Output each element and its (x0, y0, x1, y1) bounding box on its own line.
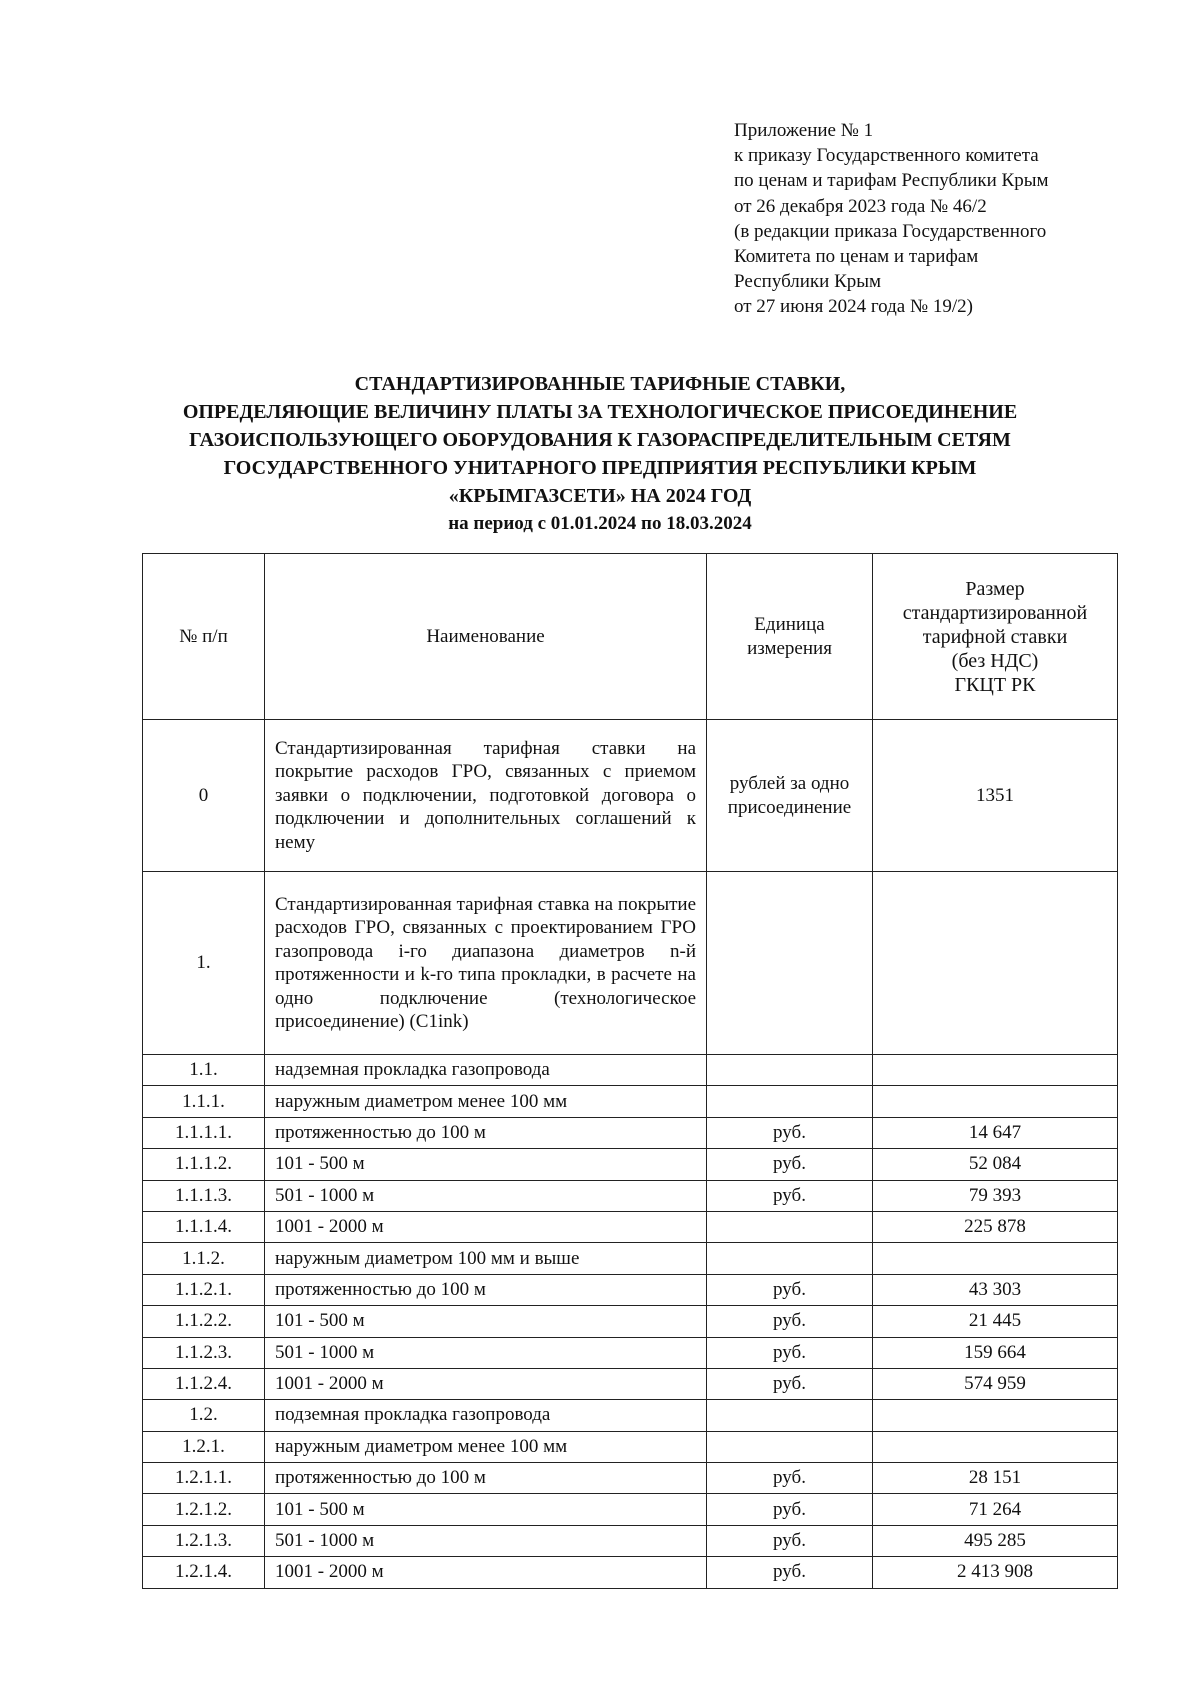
row-unit: руб. (707, 1463, 873, 1494)
row-num: 1.1.1.3. (143, 1180, 265, 1211)
annex-line: Приложение № 1 (734, 120, 874, 141)
row-num: 1.1.2.1. (143, 1274, 265, 1305)
row-unit (707, 872, 873, 1055)
header-size (873, 554, 1118, 720)
row-unit: руб. (707, 1306, 873, 1337)
row-num: 1.2.1. (143, 1431, 265, 1462)
table-row (143, 1494, 1118, 1525)
row-unit (707, 1211, 873, 1242)
header-unit-line: измерения (747, 637, 832, 659)
header-size-line: стандартизированной (902, 601, 1088, 624)
row-value (873, 1431, 1118, 1462)
header-size-line: тарифной ставки (922, 625, 1068, 648)
table-row (143, 1337, 1118, 1368)
row-value (873, 1086, 1118, 1117)
row-name: наружным диаметром менее 100 мм (265, 1431, 707, 1462)
table-row (143, 720, 1118, 872)
row-value: 71 264 (873, 1494, 1118, 1525)
header-unit-line: Единица (754, 613, 825, 635)
title-line: ОПРЕДЕЛЯЮЩИЕ ВЕЛИЧИНУ ПЛАТЫ ЗА ТЕХНОЛОГИЧЕСКОЕ ПРИСОЕДИНЕНИЕ (182, 401, 1018, 423)
row-value: 21 445 (873, 1306, 1118, 1337)
header-name: Наименование (265, 554, 707, 720)
row-unit: руб. (707, 1274, 873, 1305)
row-name: протяженностью до 100 м (265, 1117, 707, 1148)
title-line: «КРЫМГАЗСЕТИ» НА 2024 ГОД (448, 485, 752, 507)
row-unit-line: присоединение (727, 796, 852, 818)
table-row (143, 1086, 1118, 1117)
title-period: на период с 01.01.2024 по 18.03.2024 (448, 513, 752, 534)
header-unit (707, 554, 873, 720)
table-row (143, 1431, 1118, 1462)
row-value: 28 151 (873, 1463, 1118, 1494)
row-num: 1.2.1.4. (143, 1557, 265, 1588)
row-num: 1.1.1.1. (143, 1117, 265, 1148)
row-unit: руб. (707, 1557, 873, 1588)
row-num: 1.1.2.2. (143, 1306, 265, 1337)
row-unit: руб. (707, 1337, 873, 1368)
row-unit-line: рублей за одно (729, 772, 850, 794)
table-row (143, 1055, 1118, 1086)
row-name: 1001 - 2000 м (265, 1368, 707, 1399)
row-num: 1.1.1.2. (143, 1149, 265, 1180)
row-num: 1.1.2. (143, 1243, 265, 1274)
row-num: 1.1.1. (143, 1086, 265, 1117)
row-num: 1. (143, 872, 265, 1055)
table-row (143, 1306, 1118, 1337)
row-unit (707, 1431, 873, 1462)
row-value (873, 1243, 1118, 1274)
annex-line: от 26 декабря 2023 года № 46/2 (734, 195, 987, 217)
header-size-line: Размер (965, 577, 1025, 600)
annex-line: по ценам и тарифам Республики Крым (734, 170, 1049, 192)
row-name: протяженностью до 100 м (265, 1274, 707, 1305)
row-value: 495 285 (873, 1525, 1118, 1556)
annex-line: от 27 июня 2024 года № 19/2) (734, 296, 973, 318)
header-size-line: (без НДС) (951, 649, 1039, 672)
annex-header (734, 118, 1154, 320)
row-name: 1001 - 2000 м (265, 1211, 707, 1242)
row-value (873, 1055, 1118, 1086)
row-num: 1.2.1.1. (143, 1463, 265, 1494)
title-line: СТАНДАРТИЗИРОВАННЫЕ ТАРИФНЫЕ СТАВКИ, (354, 373, 846, 395)
row-unit: руб. (707, 1180, 873, 1211)
row-value (873, 1400, 1118, 1431)
row-name: 501 - 1000 м (265, 1180, 707, 1211)
row-value: 43 303 (873, 1274, 1118, 1305)
row-name: надземная прокладка газопровода (265, 1055, 707, 1086)
row-name: наружным диаметром 100 мм и выше (265, 1243, 707, 1274)
row-value: 14 647 (873, 1117, 1118, 1148)
annex-line: Республики Крым (734, 271, 882, 293)
row-unit (707, 720, 873, 872)
row-name: протяженностью до 100 м (265, 1463, 707, 1494)
row-value: 2 413 908 (873, 1557, 1118, 1588)
table-row (143, 1243, 1118, 1274)
row-unit: руб. (707, 1117, 873, 1148)
table-row (143, 1180, 1118, 1211)
row-unit: руб. (707, 1525, 873, 1556)
row-unit: руб. (707, 1368, 873, 1399)
row-name: Стандартизированная тарифная ставка на покрытие расходов ГРО, связанных с проектированием ГРО газопровода i-го диапазона диаметров n-й протяженности и k-го типа прокладки, в расчете на одно подключение (технологическое присоединение) (C1ink) (265, 872, 707, 1055)
annex-line: к приказу Государственного комитета (734, 145, 1039, 167)
row-name: Стандартизированная тарифная ставки на покрытие расходов ГРО, связанных с приемом заявки о подключении, подготовкой договора о подключении и дополнительных соглашений к нему (265, 720, 707, 872)
row-name: 101 - 500 м (265, 1149, 707, 1180)
row-name: подземная прокладка газопровода (265, 1400, 707, 1431)
row-value: 1351 (873, 720, 1118, 872)
table-row (143, 1525, 1118, 1556)
row-name: 101 - 500 м (265, 1306, 707, 1337)
row-num: 1.1.1.4. (143, 1211, 265, 1242)
row-unit (707, 1243, 873, 1274)
table-row (143, 1368, 1118, 1399)
title-line: ГАЗОИСПОЛЬЗУЮЩЕГО ОБОРУДОВАНИЯ К ГАЗОРАСПРЕДЕЛИТЕЛЬНЫМ СЕТЯМ (189, 429, 1011, 451)
table-row (143, 1211, 1118, 1242)
row-value: 225 878 (873, 1211, 1118, 1242)
table-row (143, 1117, 1118, 1148)
table-row (143, 872, 1118, 1055)
row-name: 1001 - 2000 м (265, 1557, 707, 1588)
title-line: ГОСУДАРСТВЕННОГО УНИТАРНОГО ПРЕДПРИЯТИЯ РЕСПУБЛИКИ КРЫМ (223, 457, 977, 479)
header-num: № п/п (143, 554, 265, 720)
row-value (873, 872, 1118, 1055)
row-value: 159 664 (873, 1337, 1118, 1368)
row-num: 1.2. (143, 1400, 265, 1431)
annex-line: Комитета по ценам и тарифам (734, 246, 979, 268)
row-num: 1.1. (143, 1055, 265, 1086)
row-value: 52 084 (873, 1149, 1118, 1180)
table-row (143, 1557, 1118, 1588)
annex-line: (в редакции приказа Государственного (734, 220, 1047, 242)
row-name: 501 - 1000 м (265, 1525, 707, 1556)
table-row (143, 1274, 1118, 1305)
tariff-table (142, 553, 1118, 1589)
table-header-row (143, 554, 1118, 720)
table-row (143, 1463, 1118, 1494)
row-num: 1.1.2.3. (143, 1337, 265, 1368)
row-unit: руб. (707, 1494, 873, 1525)
row-num: 1.1.2.4. (143, 1368, 265, 1399)
row-num: 0 (143, 720, 265, 872)
document-title (100, 370, 1100, 538)
row-num: 1.2.1.3. (143, 1525, 265, 1556)
table-row (143, 1400, 1118, 1431)
row-unit (707, 1055, 873, 1086)
row-name: 501 - 1000 м (265, 1337, 707, 1368)
header-size-line: ГКЦТ РК (954, 673, 1036, 696)
row-unit (707, 1086, 873, 1117)
row-unit: руб. (707, 1149, 873, 1180)
row-name: наружным диаметром менее 100 мм (265, 1086, 707, 1117)
row-value: 79 393 (873, 1180, 1118, 1211)
table-row (143, 1149, 1118, 1180)
row-unit (707, 1400, 873, 1431)
row-num: 1.2.1.2. (143, 1494, 265, 1525)
row-value: 574 959 (873, 1368, 1118, 1399)
row-name: 101 - 500 м (265, 1494, 707, 1525)
